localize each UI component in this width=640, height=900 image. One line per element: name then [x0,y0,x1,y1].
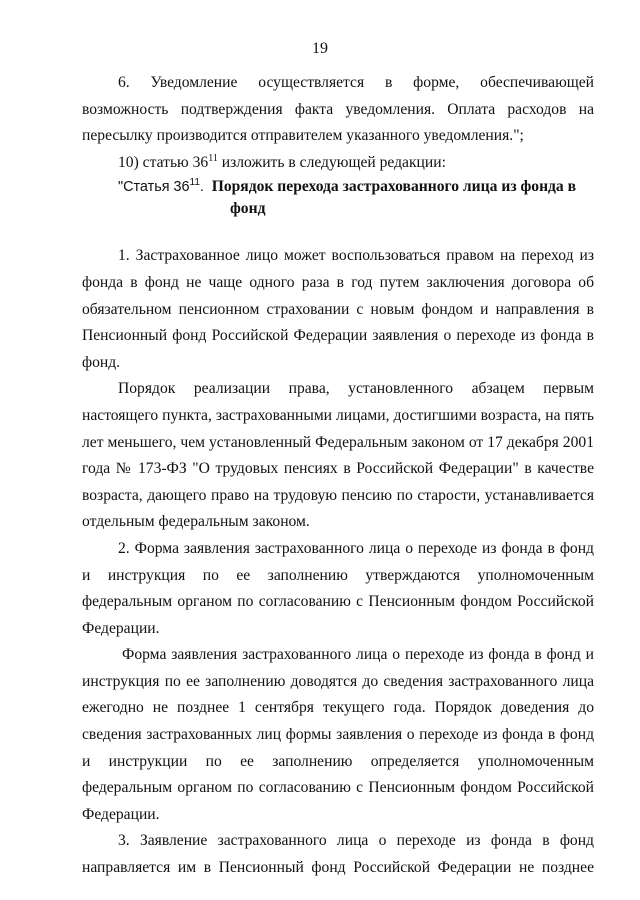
article-title: Порядок перехода застрахованного лица из фонда в [211,178,577,196]
article-title-continued: фонд [230,200,266,218]
article-label-dot: . [199,179,204,196]
page-number: 19 [312,40,328,57]
article-label-text: "Статья 36 [118,179,190,196]
paragraph-10-text: 10) статью 36 [118,153,209,171]
section-3: 3. Заявление застрахованного лица о переходе из фонда в фонд направляется им в Пенсионный фонд Российской Федерации не позднее [82,832,594,877]
section-2-paragraph-2: Форма заявления застрахованного лица о переходе из фонда в фонд и инструкция по ее заполнению доводятся до сведения застрахованного лица ежегодно не позднее 1 сентября текущего года. Порядок доведения до сведения застрахованных лиц формы заявления о переходе из фонда в фонд и инструкции по ее заполнению определяется уполномоченным федеральным органом по согласованию с Пенсионным фондом Российской Федерации. [82,646,594,823]
article-label [118,179,204,195]
paragraph-10-superscript: 11 [208,152,218,164]
section-2: 2. Форма заявления застрахованного лица о переходе из фонда в фонд и инструкция по ее заполнению утверждаются уполномоченным федеральным органом по согласованию с Пенсионным фондом Российской Федерации. [82,539,594,637]
section-1: 1. Застрахованное лицо может воспользоваться правом на переход из фонда в фонд не чаще одного раза в год путем заключения договора об обязательном пенсионном страховании с новым фондом и направления в Пенсионный фонд Российской Федерации заявления о переходе из фонда в фонд. [82,247,594,371]
spacer [82,219,594,243]
article-label-superscript: 11 [189,177,200,189]
paragraph-6: 6. Уведомление осуществляется в форме, обеспечивающей возможность подтверждения факта уведомления. Оплата расходов на пересылку производится отправителем указанного уведомления."; [82,74,594,145]
paragraph-10 [82,150,594,177]
document-body [82,70,594,882]
section-1-paragraph-2: Порядок реализации права, установленного абзацем первым настоящего пункта, застрахованными лицами, достигшими возраста, на пять лет меньшего, чем установленный Федеральным законом от 17 декабря 2001 года № 173-ФЗ "О трудовых пенсиях в Российской Федерации" в качестве возраста, дающего право на трудовую пенсию по старости, устанавливается отдельным федеральным законом. [82,380,594,531]
article-heading [82,176,594,219]
paragraph-10-tail: изложить в следующей редакции: [217,153,446,171]
